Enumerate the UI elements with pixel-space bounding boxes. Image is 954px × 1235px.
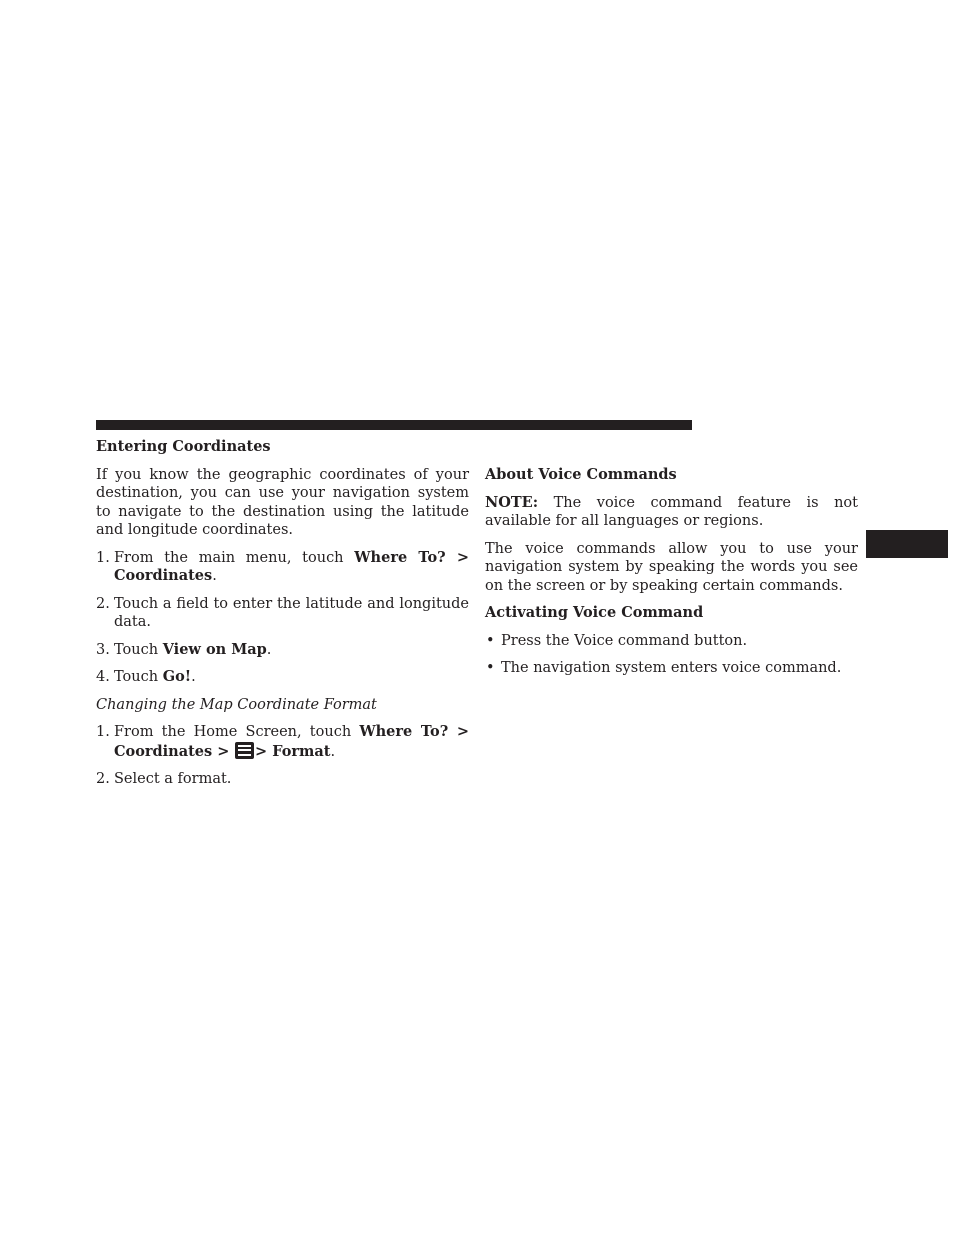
list-item <box>96 641 469 660</box>
note-paragraph <box>485 494 858 531</box>
bullet-text: The navigation system enters voice command. <box>501 660 842 676</box>
step-text: Touch <box>114 669 163 685</box>
menu-icon <box>235 742 254 759</box>
step-text: Select a format. <box>114 771 232 787</box>
list-item <box>96 770 469 789</box>
subheading-map-coordinate-format: Changing the Map Coordinate Format <box>96 696 377 713</box>
right-column <box>485 466 858 687</box>
step-number: 2. <box>96 595 110 612</box>
list-item <box>96 595 469 632</box>
step-text: Touch <box>114 641 163 658</box>
section-heading-activating-voice-command: Activating Voice Command <box>485 604 704 621</box>
voice-commands-paragraph: The voice commands allow you to use your navigation system by speaking the words you see on the screen or by speaking certain commands. <box>485 540 858 594</box>
step-bold: > Format <box>255 742 331 760</box>
list-item <box>96 549 469 586</box>
step-number: 1. <box>96 549 110 566</box>
step-text: Touch a field to enter the latitude and longitude data. <box>114 595 469 630</box>
step-text: From the Home Screen, touch <box>114 724 360 740</box>
bullet-glyph: • <box>486 632 495 649</box>
section-tab <box>866 530 948 558</box>
section-heading-entering-coordinates: Entering Coordinates <box>96 438 271 455</box>
list-item <box>96 723 469 761</box>
step-end: . <box>212 568 217 584</box>
list-item <box>485 659 858 678</box>
bullet-text: Press the Voice command button. <box>501 632 748 649</box>
bullet-glyph: • <box>486 660 495 676</box>
format-steps <box>96 723 469 789</box>
step-end: . <box>266 641 272 658</box>
step-end: . <box>191 669 196 685</box>
section-heading-about-voice-commands: About Voice Commands <box>485 466 677 483</box>
step-bold: Go! <box>162 668 192 685</box>
step-bold: View on Map <box>162 640 267 658</box>
note-text: The voice command feature is not available for all languages or regions. <box>485 494 858 529</box>
step-bold: Where To? > Coordinates <box>114 548 469 584</box>
step-number: 3. <box>96 641 110 658</box>
coordinates-steps <box>96 549 469 687</box>
step-number: 4. <box>96 669 110 685</box>
note-label: NOTE: <box>485 493 539 511</box>
top-rule <box>96 420 692 430</box>
step-text: From the main menu, touch <box>114 549 355 566</box>
voice-bullets <box>485 632 858 678</box>
list-item <box>485 632 858 651</box>
step-number: 2. <box>96 771 110 787</box>
intro-paragraph: If you know the geographic coordinates of your destination, you can use your navigation system to navigate to the destination using the latitude and longitude coordinates. <box>96 466 469 538</box>
step-number: 1. <box>96 724 110 740</box>
list-item <box>96 668 469 687</box>
left-column <box>96 438 469 798</box>
step-bold: Where To? > Coordinates > <box>114 723 469 760</box>
step-end: . <box>330 743 336 760</box>
